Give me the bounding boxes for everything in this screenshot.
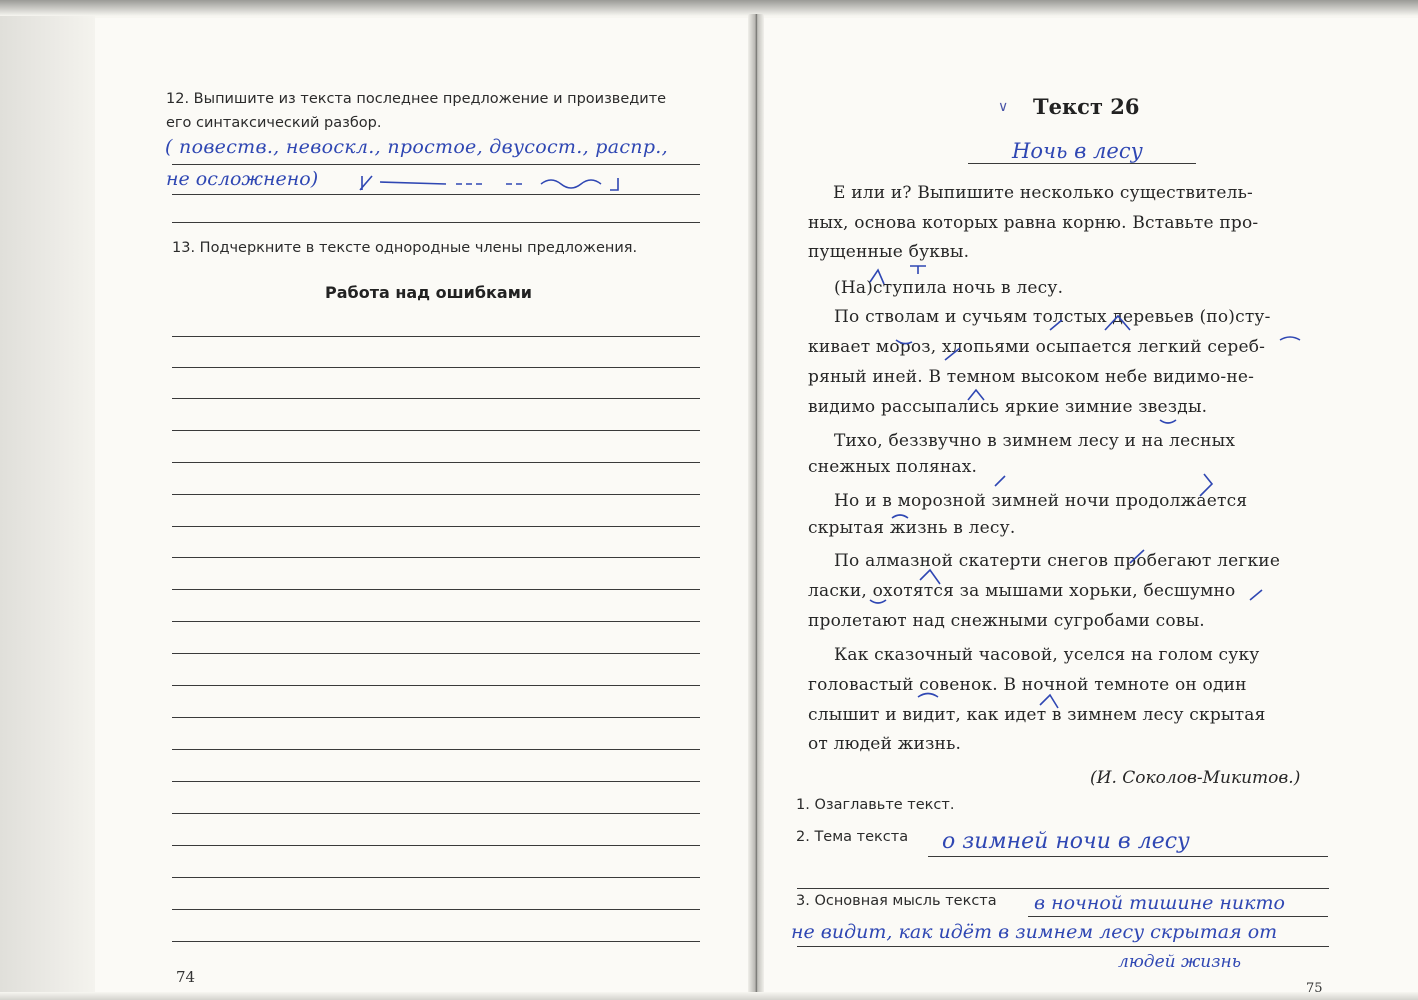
body-line-5: видимо рассыпались яркие зимние звезды. [808, 397, 1208, 417]
writing-line [172, 717, 700, 718]
body-line-6: Тихо, беззвучно в зимнем лесу и на лесных [834, 431, 1236, 451]
writing-line [172, 462, 700, 463]
student-pen-marks [800, 250, 1360, 750]
writing-line [172, 941, 700, 942]
task-2-answer: о зимней ночи в лесу [942, 829, 1190, 854]
attribution: (И. Соколов-Микитов.) [1090, 768, 1301, 788]
section-title: Работа над ошибками [325, 283, 532, 302]
task-3-answer-line-2: не видит, как идёт в зимнем лесу скрытая от [791, 921, 1278, 943]
body-line-11: ласки, охотятся за мышами хорьки, бесшумно [808, 581, 1236, 601]
writing-line [172, 877, 700, 878]
page-number-right: 75 [1306, 981, 1323, 996]
body-line-15: слышит и видит, как идет в зимнем лесу скрытая [808, 705, 1266, 725]
body-line-2: По стволам и сучьям толстых деревьев (по)сту- [834, 307, 1271, 327]
answer-rule [797, 946, 1329, 947]
writing-line [172, 557, 700, 558]
answer-rule [172, 164, 700, 165]
margin-checkmark: ∨ [998, 99, 1009, 115]
writing-line [172, 589, 700, 590]
answer-rule [1028, 916, 1328, 917]
writing-line [172, 909, 700, 910]
book-gutter [748, 14, 764, 1000]
body-line-10: По алмазной скатерти снегов пробегают легкие [834, 551, 1281, 571]
body-line-9: скрытая жизнь в лесу. [808, 518, 1016, 538]
question-12-line-2: его синтаксический разбор. [166, 115, 382, 131]
writing-line [172, 336, 700, 337]
task-1: 1. Озаглавьте текст. [796, 797, 955, 813]
question-13: 13. Подчеркните в тексте однородные члены предложения. [172, 240, 638, 256]
body-line-8: Но и в морозной зимней ночи продолжается [834, 491, 1248, 511]
q12-answer-line-1: ( повеств., невоскл., простое, двусост., распр., [165, 136, 668, 158]
body-line-12: пролетают над снежными сугробами совы. [808, 611, 1205, 631]
body-line-16: от людей жизнь. [808, 734, 962, 754]
task-2-label: 2. Тема текста [796, 829, 909, 845]
question-12 [166, 87, 666, 135]
intro-line-3: пущенные буквы. [808, 242, 970, 262]
underline-marks [356, 172, 646, 194]
body-line-4: ряный иней. В темном высоком небе видимо-не- [808, 367, 1255, 387]
writing-line [172, 781, 700, 782]
title-rule [968, 163, 1196, 164]
task-3-answer-line-3: людей жизнь [1118, 952, 1241, 972]
writing-line [172, 430, 700, 431]
writing-line [172, 653, 700, 654]
intro-line-2: ных, основа которых равна корню. Вставьте про- [808, 213, 1259, 233]
top-shadow [0, 0, 1418, 16]
text-title: Текст 26 [1033, 94, 1140, 119]
writing-line [172, 526, 700, 527]
question-12-line-1: 12. Выпишите из текста последнее предложение и произведите [166, 91, 667, 107]
body-line-7: снежных полянах. [808, 457, 978, 477]
q12-answer-line-2: не осложнено) [166, 168, 319, 190]
body-line-1: (На)ступила ночь в лесу. [834, 278, 1064, 298]
writing-line [172, 398, 700, 399]
book-edge [0, 0, 95, 1000]
writing-line [172, 845, 700, 846]
answer-rule [797, 888, 1329, 889]
intro-line-1: Е или и? Выпишите несколько существитель- [833, 183, 1253, 203]
body-line-3: кивает мороз, хлопьями осыпается легкий сереб- [808, 337, 1266, 357]
writing-line [172, 813, 700, 814]
answer-rule [928, 856, 1328, 857]
bottom-shadow [0, 992, 1418, 1000]
writing-line [172, 494, 700, 495]
page-number-left: 74 [176, 968, 196, 986]
task-3-label: 3. Основная мысль текста [796, 893, 997, 909]
handwritten-title: Ночь в лесу [1012, 139, 1143, 163]
task-3-answer-line-1: в ночной тишине никто [1034, 892, 1285, 914]
answer-rule [172, 222, 700, 223]
body-line-13: Как сказочный часовой, уселся на голом суку [834, 645, 1260, 665]
writing-line [172, 685, 700, 686]
writing-line [172, 621, 700, 622]
writing-line [172, 749, 700, 750]
writing-line [172, 367, 700, 368]
answer-rule [172, 194, 700, 195]
body-line-14: головастый совенок. В ночной темноте он один [808, 675, 1247, 695]
